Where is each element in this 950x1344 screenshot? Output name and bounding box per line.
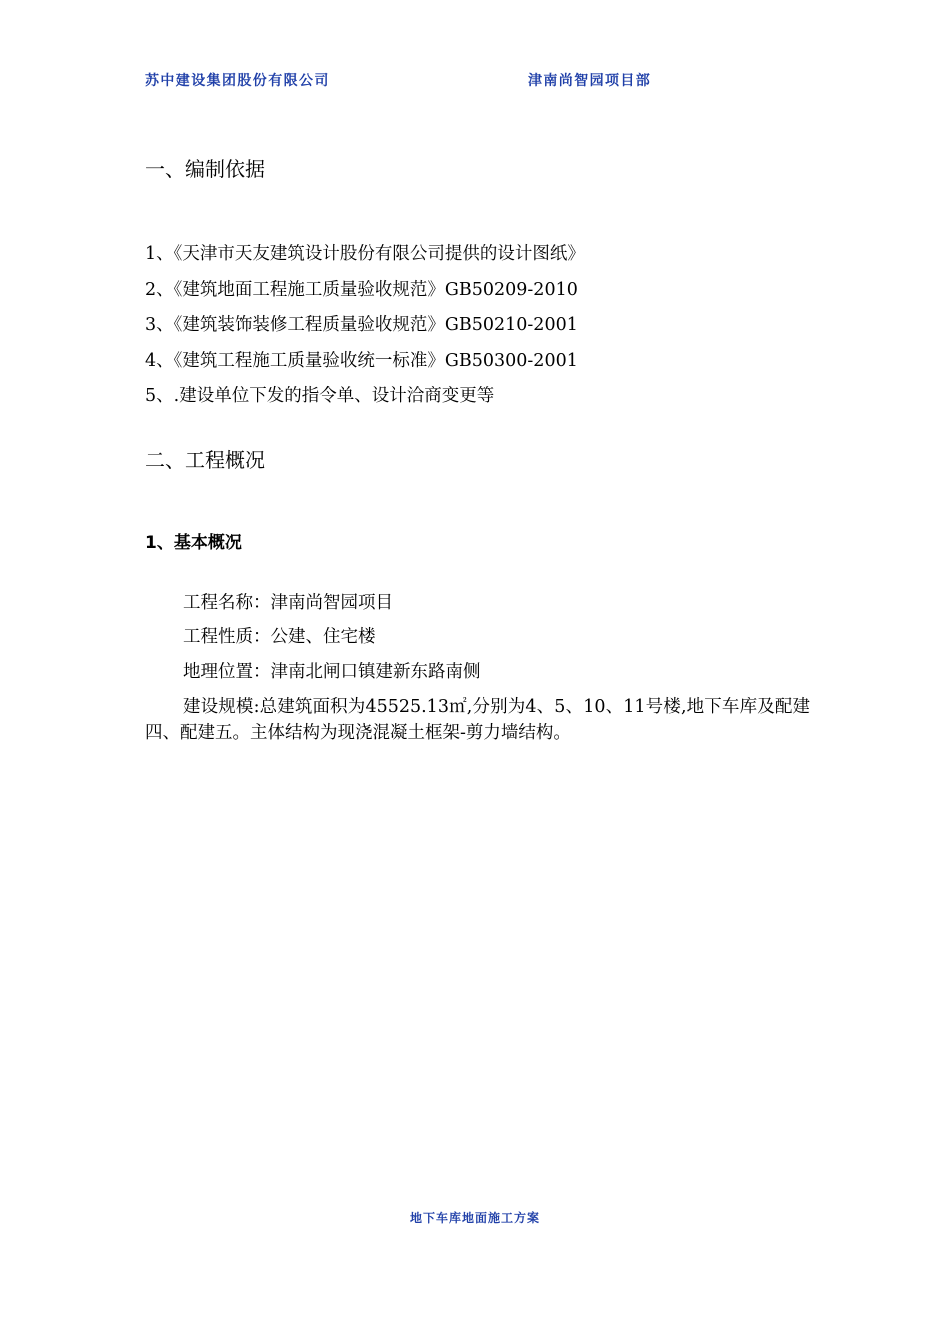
project-location-line: 地理位置：津南北闸口镇建新东路南侧 [183,662,481,682]
project-nature-line: 工程性质：公建、住宅楼 [183,627,376,647]
basis-list-item-5: 5、.建设单位下发的指令单、设计洽商变更等 [145,386,495,406]
header-company-name: 苏中建设集团股份有限公司 [145,73,330,89]
header-project-department: 津南尚智园项目部 [528,73,652,89]
section-heading-overview: 二、工程概况 [145,448,265,472]
project-name-line: 工程名称：津南尚智园项目 [183,593,393,613]
basis-list-item-2: 2、《建筑地面工程施工质量验收规范》GB50209-2010 [145,280,578,300]
construction-scale-paragraph: 建设规模:总建筑面积为45525.13㎡,分别为4、5、10、11号楼,地下车库及配建四、配建五。主体结构为现浇混凝土框架-剪力墙结构。 [145,697,810,743]
basis-list-item-1: 1、《天津市天友建筑设计股份有限公司提供的设计图纸》 [145,244,585,264]
basis-list-item-3: 3、《建筑装饰装修工程质量验收规范》GB50210-2001 [145,315,578,335]
basis-list-item-4: 4、《建筑工程施工质量验收统一标准》GB50300-2001 [145,351,578,371]
section-heading-basis: 一、编制依据 [145,157,265,181]
subheading-basic-overview: 1、基本概况 [145,533,242,553]
footer-document-title: 地下车库地面施工方案 [410,1211,541,1225]
